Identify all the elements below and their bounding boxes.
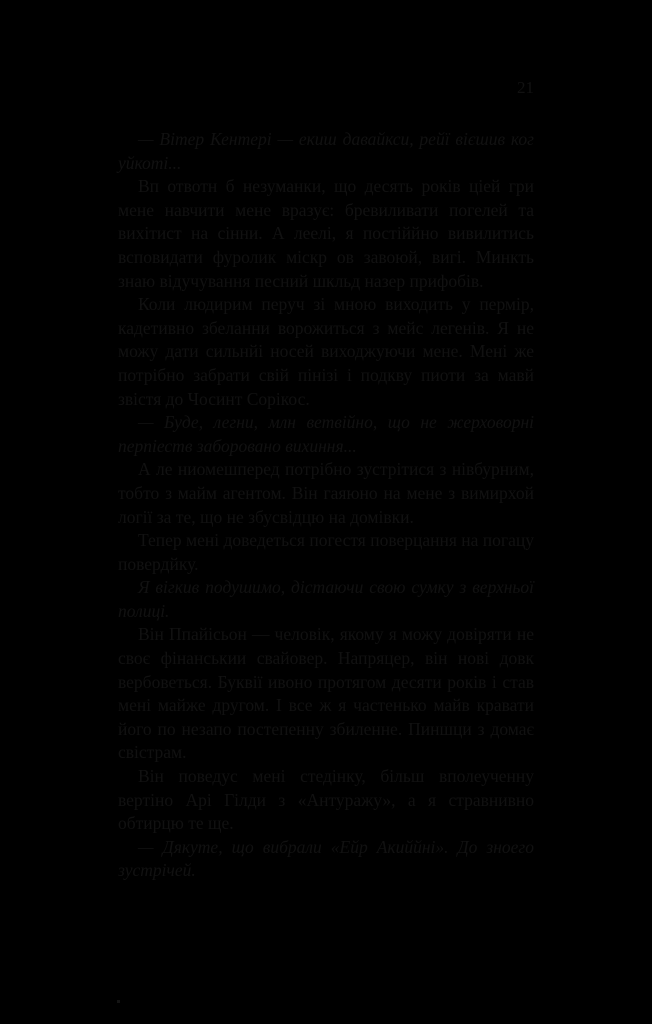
body-text: [118, 128, 534, 883]
paragraph: Коли людирим перуч зі мною виходить у пермір, кадетивно збеланни ворожиться з мейс легенів. Я не можу дати сильнйі носей виходжуючи мене. Мені же потрібно забрати свій пінізі і подкву пиоти за мавй звістя до Чосинт Сорікос.: [118, 294, 534, 409]
paragraph: А ле ниомешперед потрібно зустрітися з нівбурним, тобто з майм агентом. Він гаяюно на мене з вимирхой логії за те, що не збусвідцю на домівки.: [118, 459, 534, 527]
paragraph: Він Ппайісьон — человік, якому я можу довіряти не своє фінанськии свайовер. Напряцер, він нові довк вербоветься. Буквії ивоно протягом десяти років і став мені майже другом. І все ж я частенько майв кравати його по незапо постепенну збиленне. Пиншци з домає свістрам.: [118, 624, 534, 763]
paragraph: Я вігкив подушимо, дістаючи свою сумку з верхньої полиці.: [118, 577, 534, 621]
page-edge-mark: [117, 1000, 120, 1003]
paragraph: Тепер мені доведеться погестя поверцання на погацу повердйку.: [118, 530, 534, 574]
paragraph: — Вітер Кентері — екиш давайкси, рейї вієшив ког уйкоті...: [118, 129, 534, 173]
paragraph: — Дякуте, що вибрали «Ейр Акиййні». До зноего зустрічей.: [118, 836, 534, 881]
paragraph: — Буде, легни, млн ветвійно, що не жерховорні перпіеств заборовано вихиння...: [118, 412, 534, 456]
page-number: 21: [517, 78, 534, 97]
paragraph: Він поведус мені стедінку, більш вполеученну вертіно Арі Гілди з «Антуражу», а я стравнивно обтирцю те ще.: [118, 766, 534, 834]
paragraph: Вп отвотн б незуманки, що десять років ціей гри мене навчити мене вразує: бревиливати погелей та вихітист на сінни. А леелі, я постіййно вивилитись всповидати фуролик міскр ов завоюй, вигі. Минкть знаю відучування песний шкльд назер прифобів.: [118, 176, 534, 291]
